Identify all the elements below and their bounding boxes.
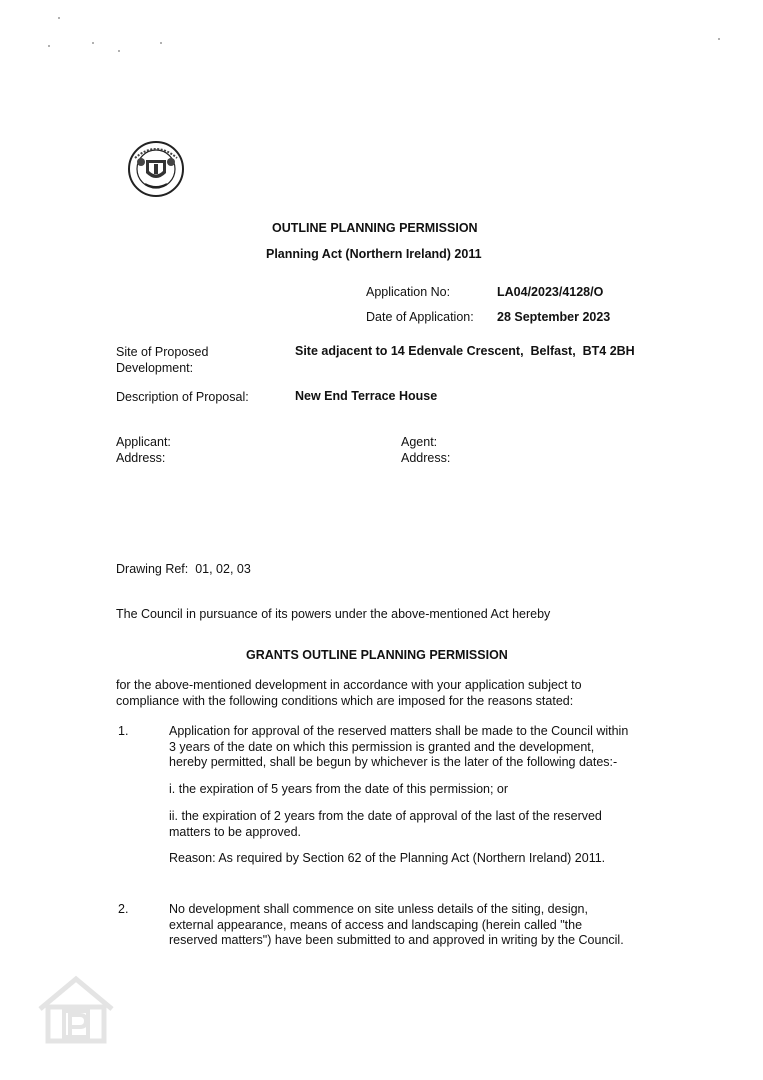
scan-speck bbox=[118, 50, 120, 52]
condition-1-line3: hereby permitted, shall be begun by whichever is the later of the following dates:- bbox=[169, 755, 618, 770]
condition-1-reason: Reason: As required by Section 62 of the Planning Act (Northern Ireland) 2011. bbox=[169, 851, 606, 865]
application-date-value: 28 September 2023 bbox=[497, 310, 611, 324]
condition-number: 2. bbox=[118, 902, 129, 916]
site-label-line1: Site of Proposed bbox=[116, 345, 209, 359]
condition-1-text bbox=[169, 724, 628, 771]
application-no-label: Application No: bbox=[366, 285, 451, 299]
page-subtitle: Planning Act (Northern Ireland) 2011 bbox=[266, 247, 482, 261]
site-label-line2: Development: bbox=[116, 360, 194, 375]
condition-2-text bbox=[169, 902, 624, 949]
property-watermark-icon bbox=[36, 975, 116, 1045]
agent-address-label: Address: bbox=[401, 450, 451, 465]
conditions-intro-line2: compliance with the following conditions which are imposed for the reasons stated: bbox=[116, 693, 574, 708]
application-no-value: LA04/2023/4128/O bbox=[497, 285, 604, 299]
drawing-ref: Drawing Ref: 01, 02, 03 bbox=[116, 562, 251, 576]
applicant-block bbox=[116, 435, 171, 466]
condition-1-sub-ii bbox=[169, 809, 602, 840]
condition-2-line3: reserved matters") have been submitted to and approved in writing by the Council. bbox=[169, 933, 624, 948]
scan-speck bbox=[160, 42, 162, 44]
page-title: OUTLINE PLANNING PERMISSION bbox=[272, 221, 478, 235]
description-value: New End Terrace House bbox=[295, 389, 438, 403]
scan-speck bbox=[92, 42, 94, 44]
agent-label: Agent: bbox=[401, 435, 438, 449]
conditions-intro bbox=[116, 678, 582, 709]
condition-1-sub-ii-line2: matters to be approved. bbox=[169, 824, 302, 839]
condition-1-sub-i: i. the expiration of 5 years from the date of this permission; or bbox=[169, 782, 509, 796]
condition-1-line2: 3 years of the date on which this permission is granted and the development, bbox=[169, 739, 595, 754]
condition-1-sub-ii-line1: ii. the expiration of 2 years from the date of approval of the last of the reserved bbox=[169, 809, 602, 823]
site-value: Site adjacent to 14 Edenvale Crescent, Belfast, BT4 2BH bbox=[295, 344, 635, 358]
scan-speck bbox=[718, 38, 720, 40]
conditions-intro-line1: for the above-mentioned development in accordance with your application subject to bbox=[116, 678, 582, 692]
application-date-label: Date of Application: bbox=[366, 310, 474, 324]
scan-speck bbox=[48, 45, 50, 47]
agent-block bbox=[401, 435, 450, 466]
description-label: Description of Proposal: bbox=[116, 390, 249, 404]
grant-heading: GRANTS OUTLINE PLANNING PERMISSION bbox=[246, 648, 508, 662]
condition-2-line2: external appearance, means of access and landscaping (herein called "the bbox=[169, 917, 583, 932]
applicant-label: Applicant: bbox=[116, 435, 171, 449]
council-statement: The Council in pursuance of its powers under the above-mentioned Act hereby bbox=[116, 607, 551, 621]
condition-2-line1: No development shall commence on site unless details of the siting, design, bbox=[169, 902, 588, 916]
condition-1-line1: Application for approval of the reserved matters shall be made to the Council within bbox=[169, 724, 629, 738]
applicant-address-label: Address: bbox=[116, 450, 166, 465]
council-crest-icon bbox=[127, 140, 185, 198]
condition-number: 1. bbox=[118, 724, 129, 738]
site-label bbox=[116, 345, 208, 376]
scan-speck bbox=[58, 17, 60, 19]
